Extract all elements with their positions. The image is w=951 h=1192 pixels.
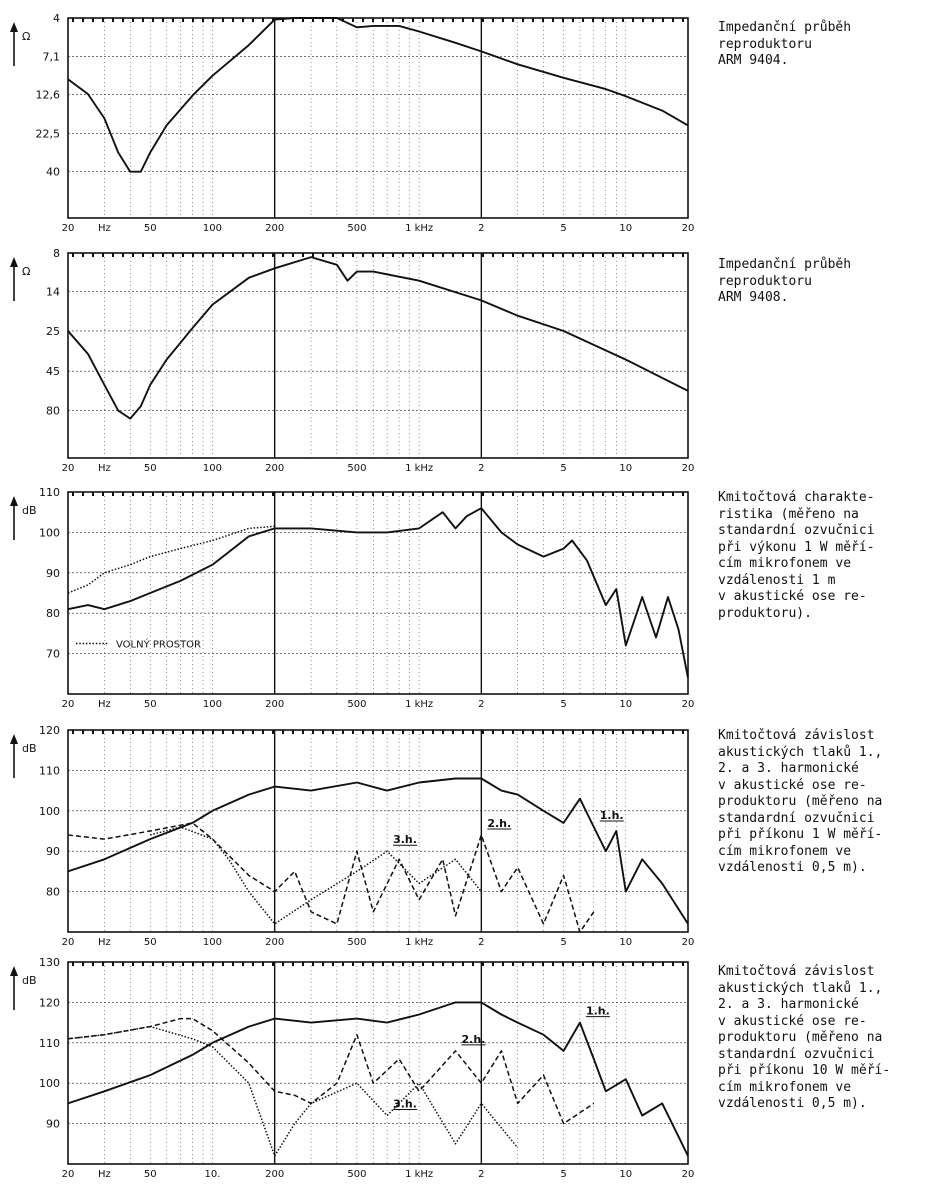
x-tick-label: 500 <box>347 1169 367 1180</box>
y-unit-label: dB <box>22 504 37 517</box>
harmonics-1w-chart <box>0 716 700 952</box>
x-tick-label: 10 <box>619 699 633 710</box>
y-tick-label: 90 <box>46 1117 60 1131</box>
x-tick-label: 2 <box>478 699 485 710</box>
x-tick-label: 100 <box>202 223 223 234</box>
impedance-chart-arm9404 <box>0 0 700 236</box>
x-tick-label: 500 <box>347 463 367 474</box>
x-tick-label: 20 <box>61 463 75 474</box>
x-tick-label: 20 <box>681 1169 695 1180</box>
x-tick-label: Hz <box>98 223 111 234</box>
x-tick-label: 10. <box>204 1169 221 1180</box>
y-tick-label: 25 <box>46 324 60 338</box>
y-tick-label: 130 <box>39 956 60 969</box>
x-tick-label: 200 <box>265 699 285 710</box>
plot-frame <box>68 253 688 458</box>
impedance-chart-arm9408 <box>0 240 700 476</box>
x-tick-label: 50 <box>143 1169 157 1180</box>
x-tick-label: 10 <box>619 463 633 474</box>
x-tick-label: 1 kHz <box>405 463 434 474</box>
x-tick-label: 20 <box>681 223 695 234</box>
series-line-2 <box>150 827 481 924</box>
unit-arrow-head <box>10 496 18 506</box>
x-tick-label: 10 <box>619 937 633 948</box>
x-tick-label: 2 <box>478 463 485 474</box>
y-tick-label: 90 <box>46 566 60 580</box>
x-tick-label: 50 <box>143 699 157 710</box>
x-tick-label: 500 <box>347 223 367 234</box>
x-tick-label: 20 <box>681 937 695 948</box>
y-tick-label: 120 <box>39 996 60 1010</box>
unit-arrow-head <box>10 22 18 32</box>
series-label: 1.h. <box>585 1004 610 1018</box>
harmonics-10w-chart <box>0 948 700 1188</box>
x-tick-label: 50 <box>143 463 157 474</box>
y-tick-label: 100 <box>39 526 60 540</box>
x-tick-label: 5 <box>560 699 567 710</box>
unit-arrow-head <box>10 257 18 267</box>
x-tick-label: 1 kHz <box>405 223 434 234</box>
caption-impedance-arm9404: Impedanční průběh reproduktoru ARM 9404. <box>718 20 852 68</box>
y-tick-label: 110 <box>39 1036 60 1050</box>
y-tick-label: 4 <box>53 12 60 25</box>
x-tick-label: 50 <box>143 937 157 948</box>
y-unit-label: Ω <box>22 265 31 278</box>
caption-harmonics-10w: Kmitočtová závislost akustických tlaků 1., 2. a 3. harmonické v akustické ose re- produktoru (měřeno na standardní ozvučnici při příkonu 10 W měří- cím mikrofonem ve vzdálenosti 0,5 m). <box>718 964 891 1111</box>
series-line-0 <box>68 257 688 419</box>
series-label: 2.h. <box>487 817 512 831</box>
x-tick-label: 2 <box>478 937 485 948</box>
series-line-1 <box>68 526 275 593</box>
x-tick-label: 200 <box>265 463 285 474</box>
x-tick-label: 100 <box>202 699 223 710</box>
y-tick-label: 100 <box>39 1077 60 1091</box>
x-tick-label: 2 <box>478 223 485 234</box>
x-tick-label: 1 kHz <box>405 937 434 948</box>
legend-label: VOLNÝ PROSTOR <box>116 639 201 651</box>
series-line-2 <box>68 1027 518 1156</box>
frequency-response-chart <box>0 478 700 714</box>
y-tick-label: 40 <box>46 165 60 179</box>
x-tick-label: 100 <box>202 463 223 474</box>
y-tick-label: 14 <box>46 285 60 299</box>
x-tick-label: 100 <box>202 937 223 948</box>
x-tick-label: 20 <box>61 223 75 234</box>
y-tick-label: 110 <box>39 764 60 778</box>
y-tick-label: 45 <box>46 365 60 379</box>
x-tick-label: 10 <box>619 1169 633 1180</box>
y-tick-label: 7,1 <box>42 50 60 64</box>
y-tick-label: 80 <box>46 607 60 621</box>
y-tick-label: 90 <box>46 845 60 859</box>
x-tick-label: 200 <box>265 937 285 948</box>
x-tick-label: 20 <box>61 937 75 948</box>
x-tick-label: 1 kHz <box>405 699 434 710</box>
y-unit-label: Ω <box>22 30 31 43</box>
x-tick-label: 10 <box>619 223 633 234</box>
y-unit-label: dB <box>22 742 37 755</box>
y-tick-label: 100 <box>39 804 60 818</box>
x-tick-label: 5 <box>560 463 567 474</box>
x-tick-label: 20 <box>681 463 695 474</box>
x-tick-label: 20 <box>61 699 75 710</box>
unit-arrow-head <box>10 966 18 976</box>
y-tick-label: 120 <box>39 724 60 737</box>
x-tick-label: Hz <box>98 1169 111 1180</box>
series-label: 3.h. <box>393 1097 417 1111</box>
x-tick-label: 200 <box>265 1169 285 1180</box>
caption-impedance-arm9408: Impedanční průběh reproduktoru ARM 9408. <box>718 257 852 305</box>
series-label: 3.h. <box>393 833 417 847</box>
x-tick-label: 500 <box>347 937 367 948</box>
plot-frame <box>68 18 688 218</box>
y-tick-label: 22,5 <box>35 127 60 141</box>
x-tick-label: 20 <box>61 1169 75 1180</box>
x-tick-label: 200 <box>265 223 285 234</box>
series-line-1 <box>68 823 594 932</box>
x-tick-label: 500 <box>347 699 367 710</box>
x-tick-label: 1 kHz <box>405 1169 434 1180</box>
caption-frequency-response: Kmitočtová charakte- ristika (měřeno na standardní ozvučnici při výkonu 1 W měří- cím mikrofonem ve vzdálenosti 1 m v akustické ose re- produktoru). <box>718 490 875 621</box>
y-tick-label: 70 <box>46 647 60 661</box>
x-tick-label: 20 <box>681 699 695 710</box>
x-tick-label: 5 <box>560 1169 567 1180</box>
x-tick-label: 5 <box>560 223 567 234</box>
plot-frame <box>68 492 688 694</box>
series-label: 1.h. <box>599 808 624 822</box>
x-tick-label: Hz <box>98 699 111 710</box>
y-tick-label: 110 <box>39 486 60 499</box>
y-tick-label: 80 <box>46 404 60 418</box>
caption-harmonics-1w: Kmitočtová závislost akustických tlaků 1., 2. a 3. harmonické v akustické ose re- produktoru (měřeno na standardní ozvučnici při příkonu 1 W měří- cím mikrofonem ve vzdálenosti 0,5 m). <box>718 728 883 875</box>
series-label: 2.h. <box>461 1032 486 1046</box>
series-line-0 <box>68 508 688 678</box>
y-tick-label: 12,6 <box>35 88 60 102</box>
x-tick-label: 5 <box>560 937 567 948</box>
x-tick-label: Hz <box>98 463 111 474</box>
series-line-1 <box>68 1019 594 1124</box>
y-tick-label: 80 <box>46 885 60 899</box>
x-tick-label: Hz <box>98 937 111 948</box>
y-tick-label: 8 <box>53 247 60 260</box>
x-tick-label: 50 <box>143 223 157 234</box>
y-unit-label: dB <box>22 974 37 987</box>
unit-arrow-head <box>10 734 18 744</box>
x-tick-label: 2 <box>478 1169 485 1180</box>
